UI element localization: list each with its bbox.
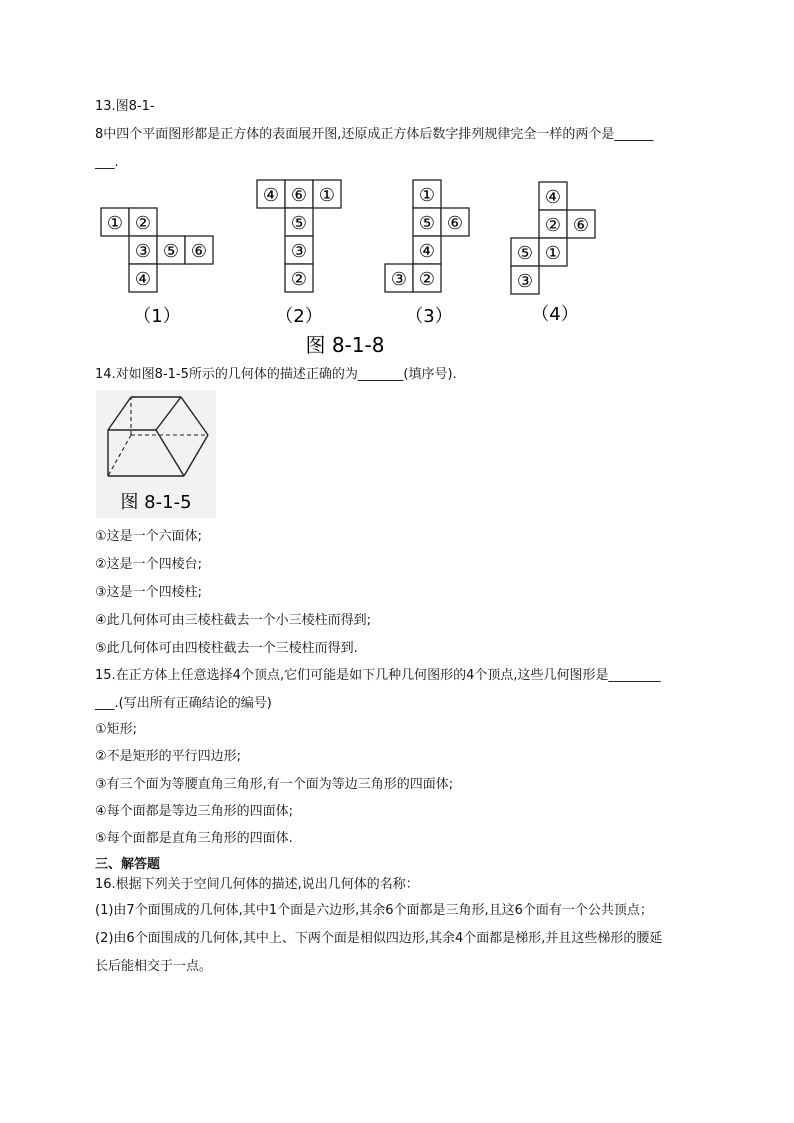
svg-text:④: ④ [544,187,562,208]
net-cell [413,264,441,292]
net-cell [157,236,185,264]
section-heading: 三、解答题 [95,857,161,872]
svg-text:⑥: ⑥ [290,185,308,206]
net-cell [285,180,313,208]
svg-text:⑤: ⑤ [162,241,180,262]
svg-text:⑤: ⑤ [516,243,534,264]
svg-text:⑤: ⑤ [290,213,308,234]
figure-caption: 图 8-1-5 [120,492,192,513]
net-cell [539,182,567,210]
q15-line2: ___.(写出所有正确结论的编号) [95,696,272,711]
svg-text:⑤: ⑤ [418,213,436,234]
svg-text:②: ② [290,269,308,290]
net-4 [511,182,595,325]
svg-text:③: ③ [290,241,308,262]
q16-stem: 16.根据下列关于空间几何体的描述,说出几何体的名称： [95,877,419,892]
q14-option: ③这是一个四棱柱; [95,585,203,600]
svg-text:③: ③ [390,269,408,290]
q13-line3: ___. [95,155,119,170]
net-label: （4） [531,304,579,325]
net-cell [257,180,285,208]
svg-text:⑥: ⑥ [190,241,208,262]
svg-text:①: ① [544,243,562,264]
net-cell [185,236,213,264]
net-cell [285,264,313,292]
q13-line2: 8中四个平面图形都是正方体的表面展开图,还原成正方体后数字排列规律完全一样的两个是______ [95,127,654,142]
net-cell [413,180,441,208]
net-cell [413,208,441,236]
svg-text:⑥: ⑥ [572,215,590,236]
q16-part1: (1)由7个面围成的几何体,其中1个面是六边形,其余6个面都是三角形,且这6个面有一个公共顶点； [95,903,653,918]
q15-option: ①矩形; [95,722,138,737]
figure-caption: 图 8-1-8 [305,333,385,357]
net-cell [539,238,567,266]
net-label: （2） [275,306,323,327]
svg-text:①: ① [318,185,336,206]
figure-8-1-5 [96,390,216,518]
net-label: （3） [405,306,453,327]
q14-option: ④此几何体可由三棱柱截去一个小三棱柱而得到; [95,613,372,628]
net-1 [101,208,213,327]
net-cell [511,238,539,266]
figure-8-1-8 [95,174,590,360]
q16-part2-line2: 长后能相交于一点。 [95,959,213,974]
svg-text:③: ③ [134,241,152,262]
q13-line1: 13.图8-1- [95,99,155,114]
net-cell [129,264,157,292]
svg-text:③: ③ [516,271,534,292]
svg-text:④: ④ [418,241,436,262]
net-cell [129,236,157,264]
net-cell [567,210,595,238]
net-cell [101,208,129,236]
svg-text:②: ② [418,269,436,290]
svg-text:②: ② [134,213,152,234]
net-cell [285,236,313,264]
q15-line1: 15.在正方体上任意选择4个顶点,它们可能是如下几种几何图形的4个顶点,这些几何图形是________ [95,668,661,683]
net-3 [385,180,469,327]
net-cell [511,266,539,294]
svg-text:④: ④ [262,185,280,206]
net-cell [285,208,313,236]
net-cell [539,210,567,238]
net-cell [441,208,469,236]
svg-text:①: ① [106,213,124,234]
net-cell [313,180,341,208]
net-2 [257,180,341,327]
net-cell [129,208,157,236]
q15-option: ④每个面都是等边三角形的四面体; [95,804,294,819]
q14-option: ②这是一个四棱台; [95,557,203,572]
q15-option: ②不是矩形的平行四边形; [95,749,242,764]
svg-text:①: ① [418,185,436,206]
svg-text:⑥: ⑥ [446,213,464,234]
q15-option: ⑤每个面都是直角三角形的四面体. [95,831,293,846]
q14-stem: 14.对如图8-1-5所示的几何体的描述正确的为_______(填序号). [95,367,457,382]
svg-text:④: ④ [134,269,152,290]
q14-option: ①这是一个六面体; [95,529,203,544]
net-label: （1） [133,306,181,327]
q14-option: ⑤此几何体可由四棱柱截去一个三棱柱而得到. [95,641,358,656]
net-cell [385,264,413,292]
net-cell [413,236,441,264]
q16-part2-line1: (2)由6个面围成的几何体,其中上、下两个面是相似四边形,其余4个面都是梯形,并且这些梯形的腰延 [95,931,663,946]
q15-option: ③有三个面为等腰直角三角形,有一个面为等边三角形的四面体; [95,777,454,792]
svg-text:②: ② [544,215,562,236]
